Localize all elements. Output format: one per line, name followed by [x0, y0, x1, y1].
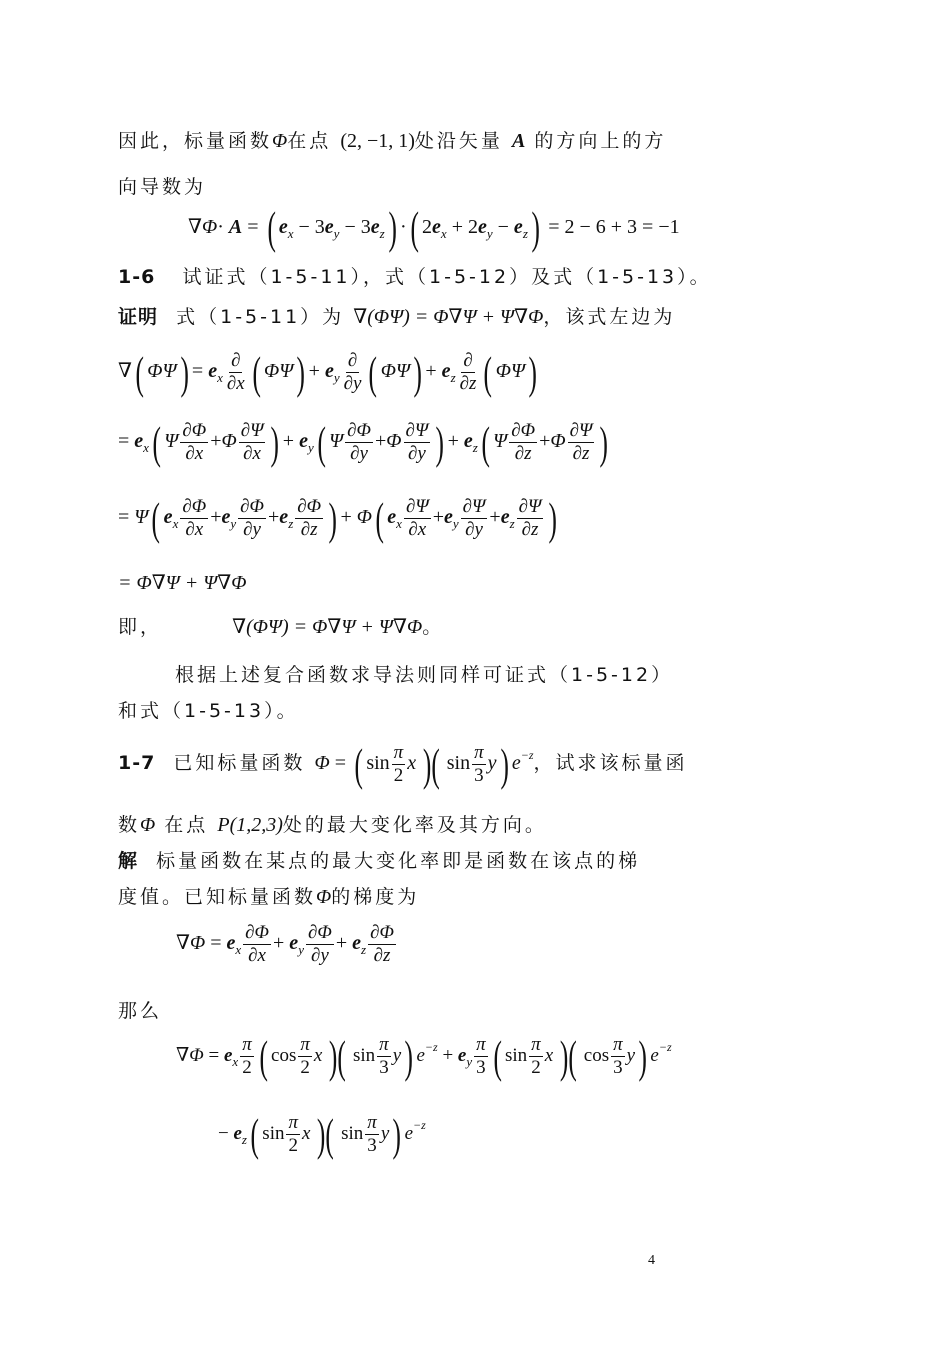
text: 度值。已知标量函数: [118, 886, 317, 908]
equation-expanded: = $e_x$( Ψ $\frac{\partial\Phi}{\partial x}$ +Φ $\frac{\partial\Psi}{\partial x}$ ) + $e_y$( Ψ $\frac{\partial\Phi}{\partial y}$ +Φ $\frac{\partial\Psi}{\partial y}$ ) + $e_z$( Ψ $\frac{\partial\Phi}{\partial z}$ +Φ $\frac{\partial\Psi}{\partial z}$ ): [118, 416, 609, 468]
equation-gradient-value: $\nabla\Phi = e_x$ $\frac{\pi}{2}$ ( cos $\frac{\pi}{2}$ x )( sin $\frac{\pi}{3}$ y) $e^{-z} + e_y$ $\frac{\pi}{3}$ ( sin $\frac{\pi}{2}$ x )( cos $\frac{\pi}{3}$ y) $e^{-z}$: [176, 1030, 672, 1082]
equation-result: = Φ∇Ψ + Ψ∇Φ: [118, 572, 247, 594]
text: 的梯度为: [331, 886, 420, 908]
paragraph-line: 向导数为: [118, 176, 207, 198]
problem-text: 试证式（1-5-11），式（1-5-12）及式（1-5-13）。: [182, 266, 712, 288]
text: ，该式左边为: [543, 306, 676, 328]
solution-intro: [118, 846, 640, 873]
equation-gradient-def: $\nabla\Phi = e_x$ $\frac{\partial\Phi}{\partial x}$ + $e_y$ $\frac{\partial\Phi}{\partial y}$ + $e_z$ $\frac{\partial\Phi}{\partial z}$: [176, 922, 394, 966]
solution-label: 解: [118, 850, 139, 872]
problem-label: 1-6: [118, 266, 156, 288]
paragraph-line: 和式（1-5-13）。: [118, 700, 299, 722]
problem-1-6: [118, 262, 712, 289]
text: 在点: [287, 130, 332, 152]
paragraph-line: 根据上述复合函数求导法则同样可证式（1-5-12）: [175, 664, 674, 686]
proof-intro: [118, 302, 675, 329]
conclusion-line: [118, 612, 444, 639]
proof-formula: ∇(ΦΨ) = Φ∇Ψ + Ψ∇Φ: [353, 306, 544, 328]
proof-label: 证明: [118, 306, 159, 328]
phi-symbol: Φ: [272, 130, 288, 152]
text: 因此，标量函数: [118, 130, 273, 152]
paragraph-line: [118, 126, 666, 153]
phi-symbol: Φ: [316, 886, 332, 908]
conclusion-formula: ∇(ΦΨ) = Φ∇Ψ + Ψ∇Φ: [232, 616, 423, 638]
text: 已知标量函数: [173, 752, 306, 775]
text: 。: [422, 616, 445, 638]
text: 标量函数在某点的最大变化率即是函数在该点的梯: [156, 850, 641, 872]
point-p: P(1,2,3): [217, 814, 283, 836]
equation-directional-derivative: ∇Φ· A = ( $e_x - 3e_y - 3e_z$) ·( $2e_x + 2e_y - e_z) = 2 - 6 + 3 = -1$: [188, 202, 680, 253]
problem-1-7: 1-7 已知标量函数 Φ = ( sin $\frac{\pi}{2}$ x )( sin $\frac{\pi}{3}$ y) $e^{-z}$，试求该标量函: [118, 738, 688, 790]
paragraph-line: 那么: [118, 1000, 163, 1022]
text: 数: [118, 814, 141, 836]
page-number: 4: [648, 1253, 655, 1268]
phi-symbol: Φ: [140, 814, 156, 836]
equation-gradient-value-cont: − $e_z$( sin $\frac{\pi}{2}$ x )( sin $\frac{\pi}{3}$ y) $e^{-z}$: [218, 1108, 426, 1160]
problem-label: 1-7: [118, 752, 156, 775]
text: ，试求该标量函: [533, 752, 688, 775]
text: 式（1-5-11）为: [176, 306, 345, 328]
vector-a: A: [511, 130, 526, 152]
equation-gradient-product: ∇( $\Phi\Psi) = e_x$ $\frac{\partial}{\partial x}$ ( $\Phi\Psi) + e_y$ $\frac{\partial}{\partial y}$ ( $\Phi\Psi) + e_z$ $\frac{\partial}{\partial z}$ ( ΦΨ): [118, 346, 537, 398]
point-coordinates: (2, −1, 1): [340, 130, 415, 152]
text: 的方向上的方: [534, 130, 667, 152]
text: 在点: [164, 814, 209, 836]
paragraph-line: [118, 882, 419, 909]
paragraph-line: [118, 810, 547, 837]
text: 处沿矢量: [414, 130, 503, 152]
text: 处的最大变化率及其方向。: [282, 814, 547, 836]
text: 即，: [118, 616, 163, 638]
equation-grouped: = Ψ( $e_x$ $\frac{\partial\Phi}{\partial x}$ $+e_y$ $\frac{\partial\Phi}{\partial y}$ $+e_z$ $\frac{\partial\Phi}{\partial z}$ ) + Φ( $e_x$ $\frac{\partial\Psi}{\partial x}$ $+e_y$ $\frac{\partial\Psi}{\partial y}$ $+e_z$ $\frac{\partial\Psi}{\partial z}$ ): [118, 492, 558, 544]
